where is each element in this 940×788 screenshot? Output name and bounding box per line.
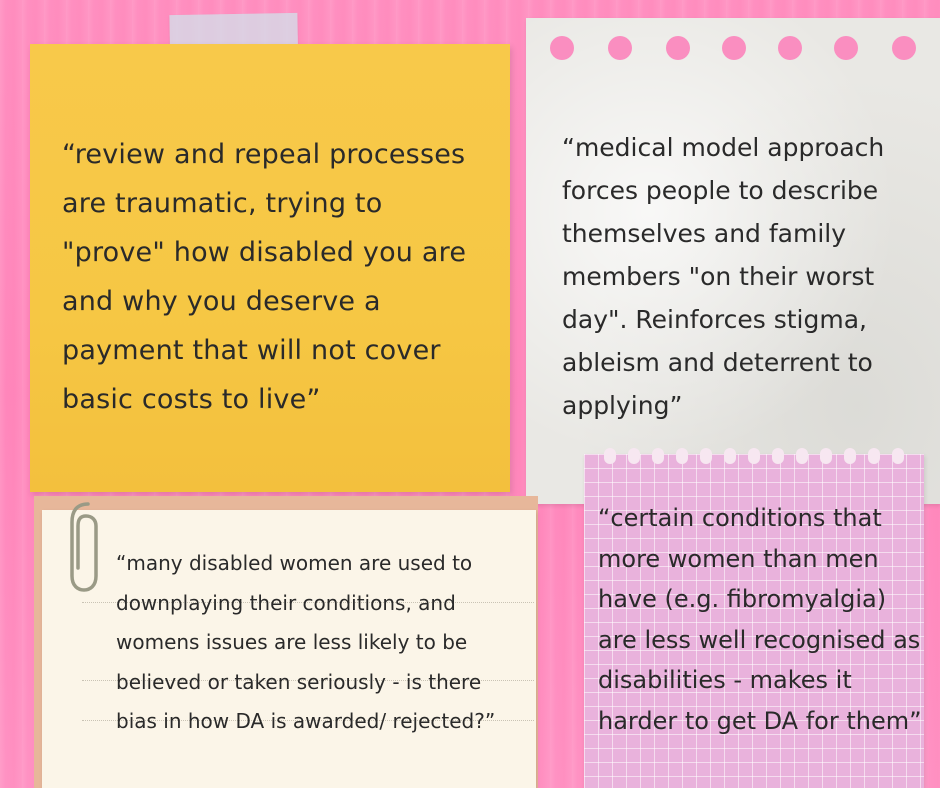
notebook-tab (724, 448, 736, 464)
notebook-tab (772, 448, 784, 464)
notebook-tab (652, 448, 664, 464)
punch-hole (550, 36, 574, 60)
pink-grid-note (584, 454, 924, 788)
paper-clip-icon (66, 498, 104, 594)
punch-hole (834, 36, 858, 60)
punch-hole (892, 36, 916, 60)
yellow-sticky-note (30, 44, 510, 492)
notebook-tab (700, 448, 712, 464)
notebook-tab (676, 448, 688, 464)
notebook-tab (868, 448, 880, 464)
punch-hole (666, 36, 690, 60)
notebook-tab (796, 448, 808, 464)
notebook-tab (844, 448, 856, 464)
cream-note-quote: “many disabled women are used to downplaying their conditions, and womens issues are less likely to be believed or taken seriously - is there bias in how DA is awarded/ rejected?” (116, 551, 496, 733)
notebook-tab (892, 448, 904, 464)
notebook-tab (628, 448, 640, 464)
punch-hole (778, 36, 802, 60)
punch-hole (722, 36, 746, 60)
gray-note-quote: “medical model approach forces people to describe themselves and family members "on their worst day". Reinforces stigma, ableism and deterrent to applying” (562, 133, 885, 420)
gray-paper-note (526, 18, 940, 504)
punch-hole (608, 36, 632, 60)
notebook-tab (820, 448, 832, 464)
yellow-note-quote: “review and repeal processes are traumatic, trying to "prove" how disabled you are and why you deserve a payment that will not cover basic costs to live” (62, 139, 467, 415)
notebook-tab (604, 448, 616, 464)
cream-note (42, 510, 536, 788)
grid-note-quote: “certain conditions that more women than men have (e.g. fibromyalgia) are less well recognised as disabilities - makes it harder to get DA for them” (598, 504, 922, 735)
notebook-tab (748, 448, 760, 464)
